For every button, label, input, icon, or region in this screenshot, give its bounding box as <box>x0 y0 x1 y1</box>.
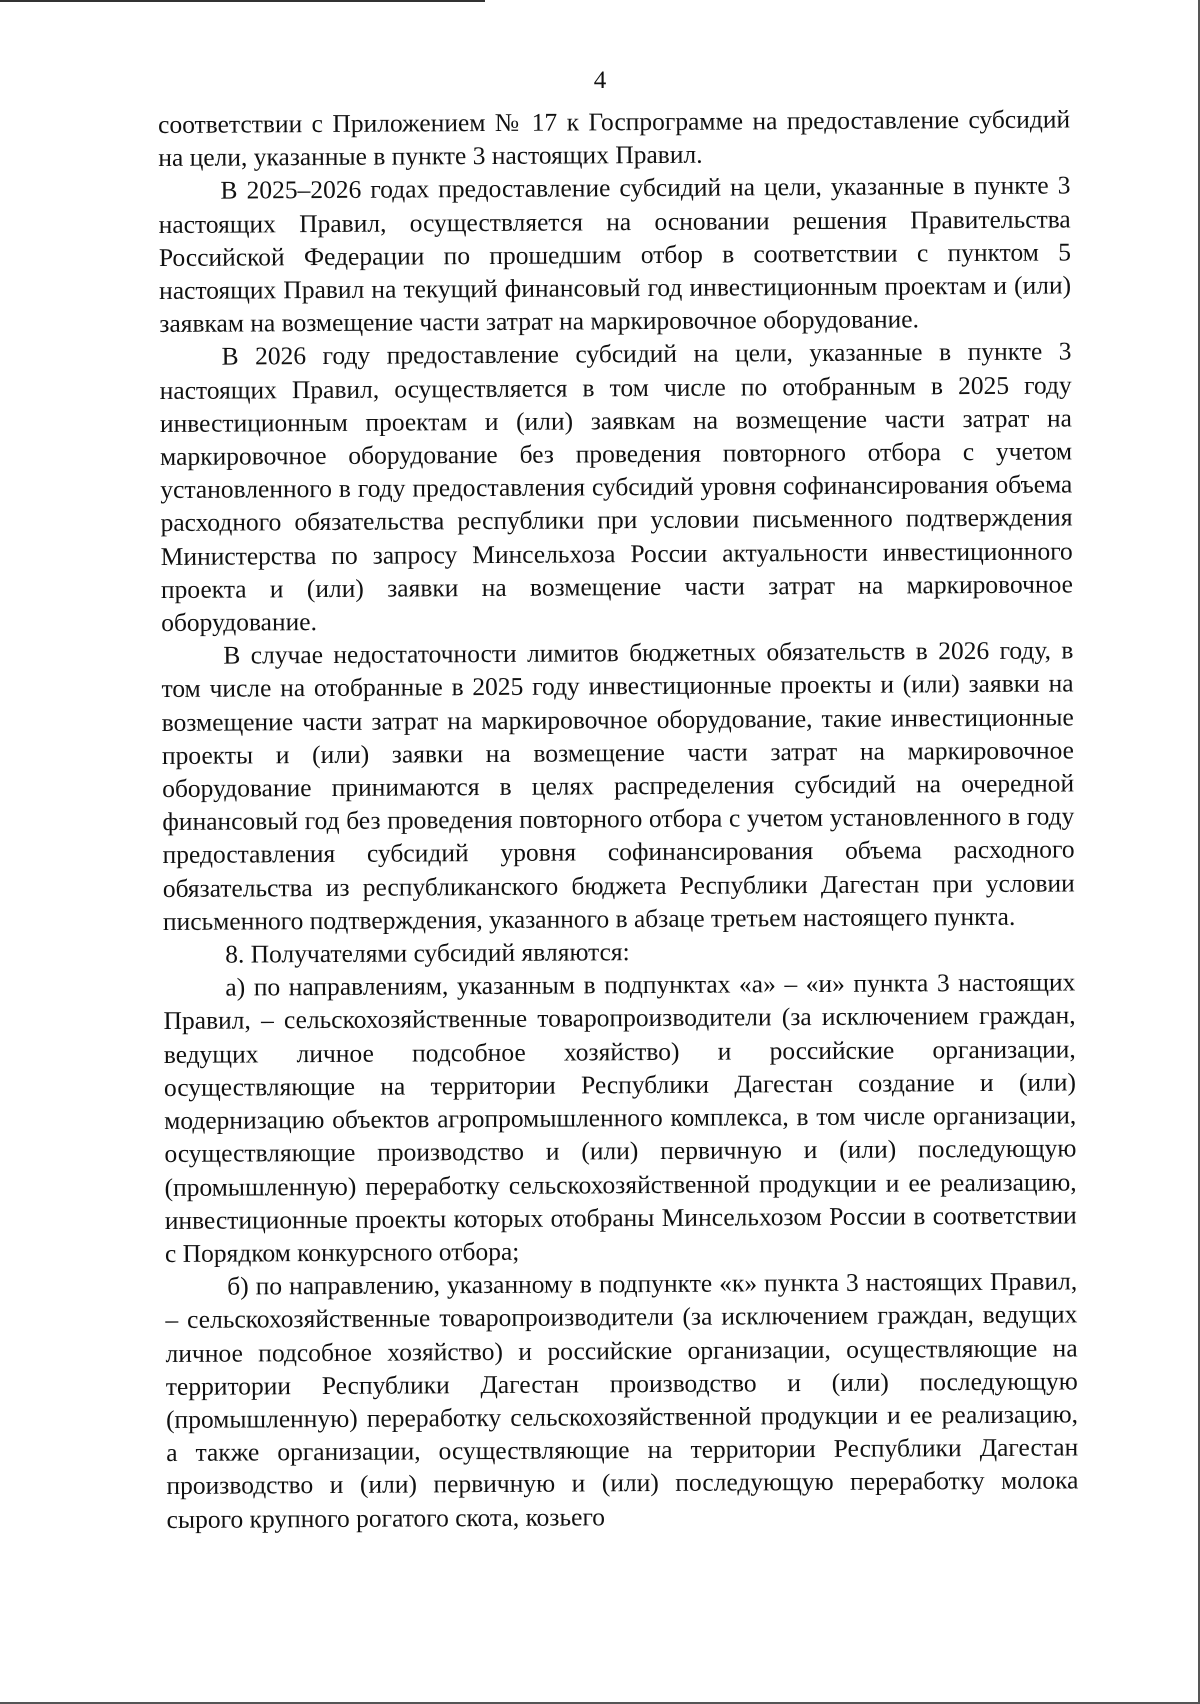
page-number: 4 <box>593 67 607 94</box>
paragraph-1: соответствии с Приложением № 17 к Госпрограмме на предоставление субсидий на цели, указанные в пункте 3 настоящих Правил. <box>158 104 1071 173</box>
paragraph-3: В 2026 году предоставление субсидий на цели, указанные в пункте 3 настоящих Правил, осуществляется в том числе по отобранным в 2025 году инвестиционным проектам и (или) заявкам на возмещение части затрат на маркировочное оборудование без проведения повторного отбора с учетом установленного в году предоставления субсидий уровня софинансирования объема расходного обязательства республики при условии письменного подтверждения Министерства по запросу Минсельхоза России актуальности инвестиционного проекта и (или) заявки на возмещение части затрат на маркировочное оборудование. <box>159 336 1074 638</box>
paragraph-5: 8. Получателями субсидий являются: <box>225 937 630 969</box>
paragraph-2: В 2025–2026 годах предоставление субсидий на цели, указанные в пункте 3 настоящих Правил, осуществляется на основании решения Правительства Российской Федерации по прошедшим отбор в соответствии с пунктом 5 настоящих Правил на текущий финансовый год инвестиционным проектам и (или) заявкам на возмещение части затрат на маркировочное оборудование. <box>158 170 1072 339</box>
scan-edge-top <box>0 0 485 2</box>
paragraph-6: а) по направлениям, указанным в подпунктах «а» – «и» пункта 3 настоящих Правил, – сельскохозяйственные товаропроизводители (за исключением граждан, ведущих личное подсобное хозяйство) и российские организации, осуществляющие на территории Республики Дагестан создание и (или) модернизацию объектов агропромышленного комплекса, в том числе организации, осуществляющие производство и (или) первичную и (или) последующую (промышленную) переработку сельскохозяйственной продукции и ее реализацию, инвестиционные проекты которых отобраны Минсельхозом России в соответствии с Порядком конкурсного отбора; <box>163 967 1077 1268</box>
paragraph-4: В случае недостаточности лимитов бюджетных обязательств в 2026 году, в том числе на отобранные в 2025 году инвестиционные проекты и (или) заявки на возмещение части затрат на маркировочное оборудование, такие инвестиционные проекты и (или) заявки на возмещение части затрат на маркировочное оборудование принимаются в целях распределения субсидий на очередной финансовый год без проведения повторного отбора с учетом установленного в году предоставления субсидий уровня софинансирования объема расходного обязательства из республиканского бюджета Республики Дагестан при условии письменного подтверждения, указанного в абзаце третьем настоящего пункта. <box>161 635 1075 936</box>
document-body <box>158 102 1079 1535</box>
paragraph-7: б) по направлению, указанному в подпункте «к» пункта 3 настоящих Правил, – сельскохозяйственные товаропроизводители (за исключением граждан, ведущих личное подсобное хозяйство) и российские организации, осуществляющие на территории Республики Дагестан производство и (или) последующую (промышленную) переработку сельскохозяйственной продукции и ее реализацию, а также организации, осуществляющие на территории Республики Дагестан производство и (или) первичную и (или) последующую переработку молока сырого крупного рогатого скота, козьего <box>165 1266 1079 1534</box>
